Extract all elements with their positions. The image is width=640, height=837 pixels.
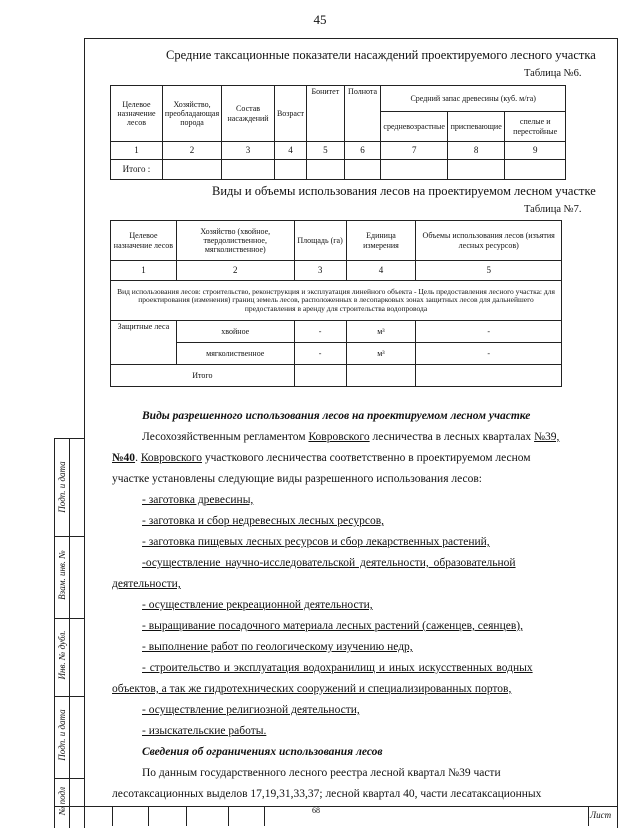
side-label-sign-date-2: Подп. и дата: [57, 709, 67, 761]
intro-text: участкового лесничества соответственно в проектируемом лесном: [202, 452, 531, 464]
list-item: деятельности,: [112, 578, 181, 590]
t6-col-num: 3: [222, 142, 275, 160]
t6-h-fullness: Полнота: [344, 86, 381, 142]
list-item: - осуществление религиозной деятельности,: [142, 704, 360, 716]
t6-col-num: 9: [505, 142, 566, 160]
frame-bottom-border: [54, 806, 618, 807]
list-item: - выращивание посадочного материала лесных растений (саженцев, сеянцев),: [142, 620, 523, 632]
sheet-label: Лист: [590, 810, 612, 820]
section1-heading: Виды разрешенного использования лесов на проектируемом лесном участке: [142, 410, 531, 422]
section2-heading: Сведения об ограничениях использования лесов: [142, 746, 383, 758]
side-stamp-column: [54, 438, 84, 828]
list-item: - выполнение работ по геологическому изучению недр,: [142, 641, 413, 653]
frame-top-border: [84, 38, 618, 39]
list-item: -осуществление научно-исследовательской деятельности, образовательной: [142, 557, 516, 569]
t7-h-area: Площадь (га): [294, 221, 346, 261]
t7-row-economy: мягколиственное: [176, 343, 294, 365]
frame-left-border: [84, 38, 85, 828]
table6: [110, 85, 566, 180]
side-label-replace-inv: Взам. инв. №: [57, 550, 67, 600]
section1-intro-line3: участке установлены следующие виды разрешенного использования лесов:: [112, 473, 482, 485]
table6-title: Средние таксационные показатели насаждений проектируемого лесного участка: [166, 48, 596, 62]
t6-total-label: Итого :: [111, 160, 163, 180]
list-item: - изыскательские работы.: [142, 725, 267, 737]
list-item: - заготовка пищевых лесных ресурсов и сбор лекарственных растений,: [142, 536, 490, 548]
table7-title: Виды и объемы использования лесов на проектируемом лесном участке: [212, 184, 596, 198]
t7-col-num: 5: [416, 261, 562, 281]
t7-h-unit: Единица измерения: [346, 221, 416, 261]
t6-col-num: 7: [381, 142, 448, 160]
t6-col-num: 5: [307, 142, 345, 160]
t7-row-unit: м³: [346, 321, 416, 343]
t7-row-purpose: Защитные леса: [111, 321, 177, 365]
t6-col-num: 4: [274, 142, 306, 160]
t6-col-num: 2: [162, 142, 221, 160]
t6-h-composition: Состав насаждений: [222, 86, 275, 142]
intro-text: Лесохозяйственным регламентом: [142, 431, 309, 443]
t6-h-stock: Средний запас древесины (куб. м/га): [381, 86, 566, 112]
frame-right-border: [617, 38, 618, 828]
t7-row-area: -: [294, 321, 346, 343]
list-item: - заготовка древесины,: [142, 494, 254, 506]
list-item: объектов, а так же гидротехнических сооружений и специализированных портов,: [112, 683, 512, 695]
side-label-sign-date-1: Подп. и дата: [57, 461, 67, 513]
t7-col-num: 4: [346, 261, 416, 281]
list-item: - строительство и эксплуатация водохранилищ и иных искусственных водных: [142, 662, 533, 674]
table7: [110, 220, 562, 387]
intro-text: .: [135, 452, 141, 464]
t7-col-num: 2: [176, 261, 294, 281]
stamp-mark: 68: [312, 806, 320, 815]
t7-h-volume: Объемы использования лесов (изъятия лесных ресурсов): [416, 221, 562, 261]
t6-col-num: 8: [447, 142, 504, 160]
section1-intro-line2: [112, 452, 531, 464]
t6-h-stock-mid: средневозрастные: [381, 112, 448, 142]
t7-col-num: 1: [111, 261, 177, 281]
section2-line1: По данным государственного лесного реестра лесной квартал №39 части: [142, 767, 501, 779]
t6-h-bonitet: Бонитет: [307, 86, 345, 142]
t6-h-purpose: Целевое назначение лесов: [111, 86, 163, 142]
t6-h-stock-ripening: приспевающие: [447, 112, 504, 142]
side-label-original-no: № подл: [57, 786, 67, 816]
section1-intro-line1: [142, 431, 559, 443]
t7-total-label: Итого: [111, 365, 295, 387]
side-label-inv-dup: Инв. № дубл.: [57, 630, 67, 680]
list-item: - осуществление рекреационной деятельности,: [142, 599, 373, 611]
t7-usage-note: Вид использования лесов: строительство, реконструкция и эксплуатация линейного объекта - Цель предоставления лесного участка: для проектирования (изменения) границ земель лесов, расположенных в лесопарковых зонах защитных лесов для дальнейшего предоставления в аренду для строительства водопровода: [111, 281, 562, 321]
t7-row-volume: -: [416, 321, 562, 343]
list-item: - заготовка и сбор недревесных лесных ресурсов,: [142, 515, 384, 527]
t6-col-num: 6: [344, 142, 381, 160]
intro-link: Ковровского: [308, 431, 370, 443]
t7-row-area: -: [294, 343, 346, 365]
t7-h-economy: Хозяйство (хвойное, твердолиственное, мягколиственное): [176, 221, 294, 261]
page-number: 45: [313, 12, 327, 27]
quarter-39: №39,: [534, 431, 560, 443]
t6-h-age: Возраст: [274, 86, 306, 142]
section2-line2: лесотаксационных выделов 17,19,31,33,37; лесной квартал 40, части лесатаксационных: [112, 788, 542, 800]
t7-row-unit: м³: [346, 343, 416, 365]
quarter-40: №40: [112, 452, 136, 464]
t7-col-num: 3: [294, 261, 346, 281]
intro-link: Ковровского: [140, 452, 202, 464]
t7-row-economy: хвойное: [176, 321, 294, 343]
t6-h-economy: Хозяйство, преобладающая порода: [162, 86, 221, 142]
t6-h-stock-ripe: спелые и перестойные: [505, 112, 566, 142]
table6-number: Таблица №6.: [524, 68, 582, 79]
intro-text: лесничества в лесных кварталах: [369, 431, 535, 443]
table7-number: Таблица №7.: [524, 204, 582, 215]
t6-col-num: 1: [111, 142, 163, 160]
t7-h-purpose: Целевое назначение лесов: [111, 221, 177, 261]
t7-row-volume: -: [416, 343, 562, 365]
